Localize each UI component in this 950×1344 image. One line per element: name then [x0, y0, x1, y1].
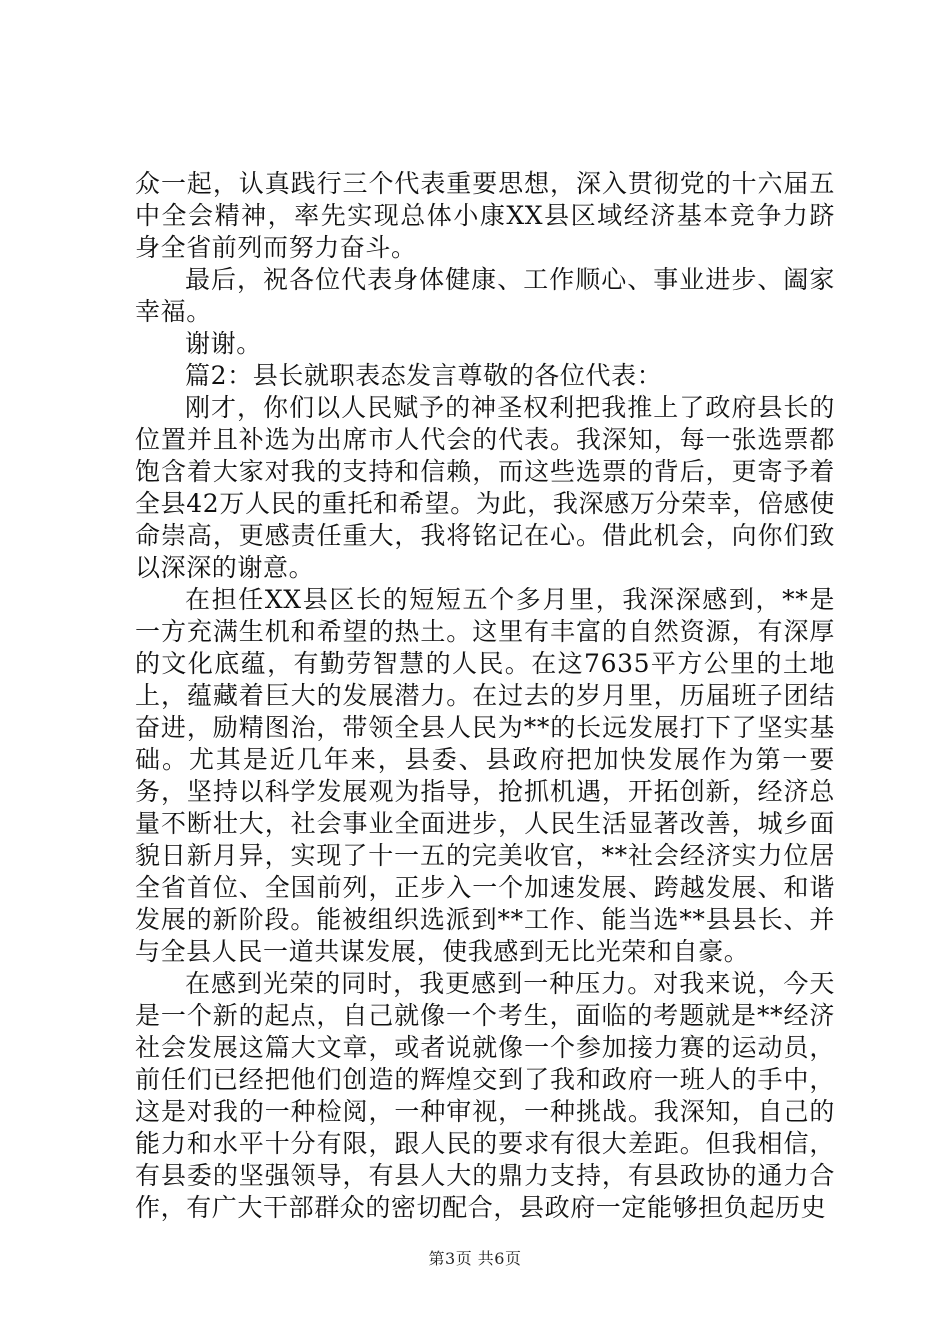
section-heading: 篇2：县长就职表态发言尊敬的各位代表：: [185, 361, 663, 390]
paragraph-1: 众一起，认真践行三个代表重要思想，深入贯彻党的十六届五中全会精神，率先实现总体小康XX县区域经济基本竞争力跻身全省前列而努力奋斗。: [135, 169, 835, 262]
paragraph-3: 谢谢。: [185, 329, 262, 358]
page-number: 第3页 共6页: [428, 1249, 522, 1268]
paragraph-2: 最后，祝各位代表身体健康、工作顺心、事业进步、阖家幸福。: [135, 265, 835, 326]
paragraph-6: 在担任XX县区长的短短五个多月里，我深深感到，**是一方充满生机和希望的热土。这里有丰富的自然资源，有深厚的文化底蕴，有勤劳智慧的人民。在这7635平方公里的土地上，蕴藏着巨大的发展潜力。在过去的岁月里，历届班子团结奋进，励精图治，带领全县人民为**的长远发展打下了坚实基础。尤其是近几年来，县委、县政府把加快发展作为第一要务，坚持以科学发展观为指导，抢抓机遇，开拓创新，经济总量不断壮大，社会事业全面进步，人民生活显著改善，城乡面貌日新月异，实现了十一五的完美收官，**社会经济实力位居全省首位、全国前列，正步入一个加速发展、跨越发展、和谐发展的新阶段。能被组织选派到**工作、能当选**县县长、并与全县人民一道共谋发展，使我感到无比光荣和自豪。: [135, 585, 835, 966]
paragraph-7: 在感到光荣的同时，我更感到一种压力。对我来说，今天是一个新的起点，自己就像一个考生，面临的考题就是**经济社会发展这篇大文章，或者说就像一个参加接力赛的运动员，前任们已经把他们创造的辉煌交到了我和政府一班人的手中，这是对我的一种检阅，一种审视，一种挑战。我深知，自己的能力和水平十分有限，跟人民的要求有很大差距。但我相信，有县委的坚强领导，有县人大的鼎力支持，有县政协的通力合作，有广大干部群众的密切配合，县政府一定能够担负起历史: [135, 969, 835, 1222]
paragraph-5: 刚才，你们以人民赋予的神圣权利把我推上了政府县长的位置并且补选为出席市人代会的代表。我深知，每一张选票都饱含着大家对我的支持和信赖，而这些选票的背后，更寄予着全县42万人民的重托和希望。为此，我深感万分荣幸，倍感使命崇高，更感责任重大，我将铭记在心。借此机会，向你们致以深深的谢意。: [135, 393, 835, 582]
document-body: [135, 168, 835, 1224]
